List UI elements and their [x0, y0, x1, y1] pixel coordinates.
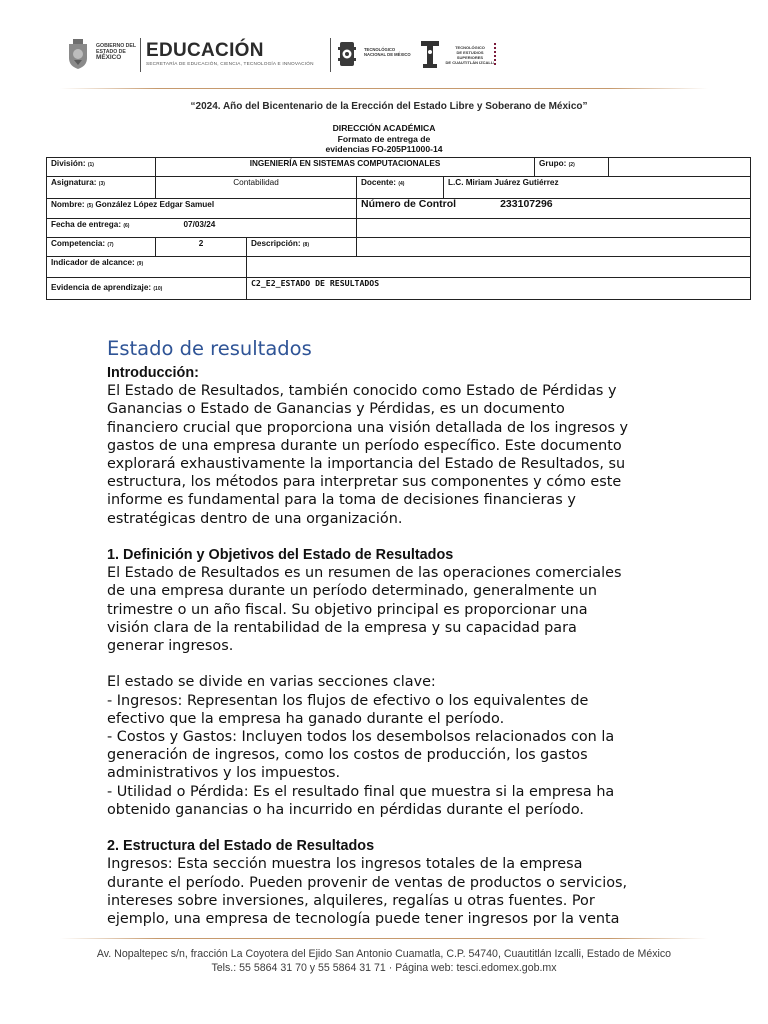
- form-titles: [0, 123, 768, 155]
- form-row-fecha: [47, 219, 751, 238]
- fecha-empty-cell: [357, 219, 751, 238]
- tecnm-gear-icon: [338, 39, 356, 69]
- evidencias-code-title: evidencias FO-205P11000-14: [325, 144, 443, 155]
- tecnm-label: TECNOLÓGICO NACIONAL DE MÉXICO: [364, 47, 411, 57]
- descripcion-label-cell: Descripción: (8): [247, 238, 357, 257]
- form-row-nombre: [47, 199, 751, 219]
- motto-line: “2024. Año del Bicentenario de la Erección del Estado Libre y Soberano de México”: [190, 101, 588, 112]
- estado-de-mexico-shield-icon: [66, 38, 90, 70]
- indicador-label-cell: Indicador de alcance: (9): [47, 257, 247, 278]
- docente-value: L.C. Miriam Juárez Gutiérrez: [444, 177, 751, 199]
- header-divider: [60, 88, 708, 89]
- tesci-emblem-icon: [420, 39, 440, 69]
- evidencia-value: C2_E2_ESTADO DE RESULTADOS: [247, 278, 751, 300]
- nombre-value: González López Edgar Samuel: [95, 200, 215, 209]
- gobierno-estado-mexico-label: GOBIERNO DEL ESTADO DE MÉXICO: [96, 43, 137, 62]
- competencia-value: 2: [156, 238, 247, 257]
- descripcion-value: [357, 238, 751, 257]
- formato-title: Formato de entrega de: [337, 133, 431, 144]
- grupo-value: [609, 158, 751, 177]
- tesci-color-bar: [494, 43, 496, 65]
- footer-contact: Tels.: 55 5864 31 70 y 55 5864 31 71 · Página web: tesci.edomex.gob.mx: [211, 962, 557, 974]
- tesci-label: TECNOLÓGICO DE ESTUDIOS SUPERIORES DE CUAUTITLÁN IZCALLI: [445, 45, 495, 65]
- division-value: INGENIERÍA EN SISTEMAS COMPUTACIONALES: [156, 158, 535, 177]
- grupo-label-cell: Grupo: (2): [535, 158, 609, 177]
- indicador-value: [247, 257, 751, 278]
- evidence-form-table: [46, 157, 751, 300]
- competencia-label-cell: Competencia: (7): [47, 238, 156, 257]
- secretaria-label: SECRETARÍA DE EDUCACIÓN, CIENCIA, TECNOLOGÍA E INNOVACIÓN: [146, 61, 314, 66]
- nombre-cell: Nombre: (5) González López Edgar Samuel: [47, 199, 357, 219]
- educacion-logo-text: EDUCACIÓN: [146, 40, 264, 61]
- letterhead: [66, 34, 706, 80]
- asignatura-label-cell: Asignatura: (3): [47, 177, 156, 199]
- intro-paragraph: El Estado de Resultados, también conocido como Estado de Pérdidas y Ganancias o Estado de Ganancias y Pérdidas, es un documento financiero crucial que proporciona una visión detallada de los ingresos y gastos de una empresa durante un período específico. Este documento explorará exhaustivamente la importancia del Estado de Resultados, su estructura, los métodos para interpretar sus componentes y cómo este informe es fundamental para la toma de decisiones financieras y estratégicas dentro de una organización.: [107, 383, 629, 527]
- division-label-cell: División: (1): [47, 158, 156, 177]
- intro-heading: Introducción:: [107, 365, 199, 381]
- header-separator: [330, 38, 331, 72]
- form-row-competencia: [47, 238, 751, 257]
- direccion-academica-title: DIRECCIÓN ACADÉMICA: [332, 123, 436, 133]
- section-1-list: El estado se divide en varias secciones clave: - Ingresos: Representan los flujos de efectivo o los equivalentes de efectivo que la empresa ha ganado durante el período. - Costos y Gastos: Incluyen todos los desembolsos relacionados con la generación de ingresos, como los costos de producción, los gastos administrativos y los impuestos. - Utilidad o Pérdida: Es el resultado final que muestra si la empresa ha obtenido ganancias o ha incurrido en pérdidas durante el período.: [107, 674, 615, 818]
- docente-label-cell: Docente: (4): [357, 177, 444, 199]
- numero-control-value: 233107296: [500, 198, 553, 210]
- header-separator: [140, 38, 141, 72]
- document-body: [107, 336, 667, 928]
- form-row-evidencia: [47, 278, 751, 300]
- section-2-heading: 2. Estructura del Estado de Resultados: [107, 838, 375, 855]
- footer-address: Av. Nopaltepec s/n, fracción La Coyotera del Ejido San Antonio Cuamatla, C.P. 54740, Cuautitlán Izcalli, Estado de México: [96, 948, 672, 960]
- form-row-indicador: [47, 257, 751, 278]
- fecha-cell: Fecha de entrega: (6) 07/03/24: [47, 219, 357, 238]
- fecha-value: 07/03/24: [183, 220, 216, 229]
- evidencia-label-cell: Evidencia de aprendizaje: (10): [47, 278, 247, 300]
- form-row-asignatura: [47, 177, 751, 199]
- footer-divider: [60, 938, 708, 939]
- form-row-division: [47, 158, 751, 177]
- document-title: Estado de resultados: [107, 337, 312, 360]
- numero-control-cell: [357, 199, 751, 219]
- section-1-paragraph: El Estado de Resultados es un resumen de las operaciones comerciales de una empresa durante un período determinado, generalmente un trimestre o un año fiscal. Su objetivo principal es proporcionar una visión clara de la rentabilidad de la empresa y su capacidad para generar ingresos.: [107, 565, 622, 655]
- asignatura-value: Contabilidad: [156, 177, 357, 199]
- section-2-paragraph: Ingresos: Esta sección muestra los ingresos totales de la empresa durante el período. Pueden provenir de ventas de productos o servicios, intereses sobre inversiones, alquileres, regalías u otras fuentes. Por ejemplo, una empresa de tecnología puede tener ingresos por la venta: [107, 856, 628, 928]
- section-1-heading: 1. Definición y Objetivos del Estado de Resultados: [107, 547, 454, 564]
- numero-control-label: Número de Control: [361, 198, 457, 210]
